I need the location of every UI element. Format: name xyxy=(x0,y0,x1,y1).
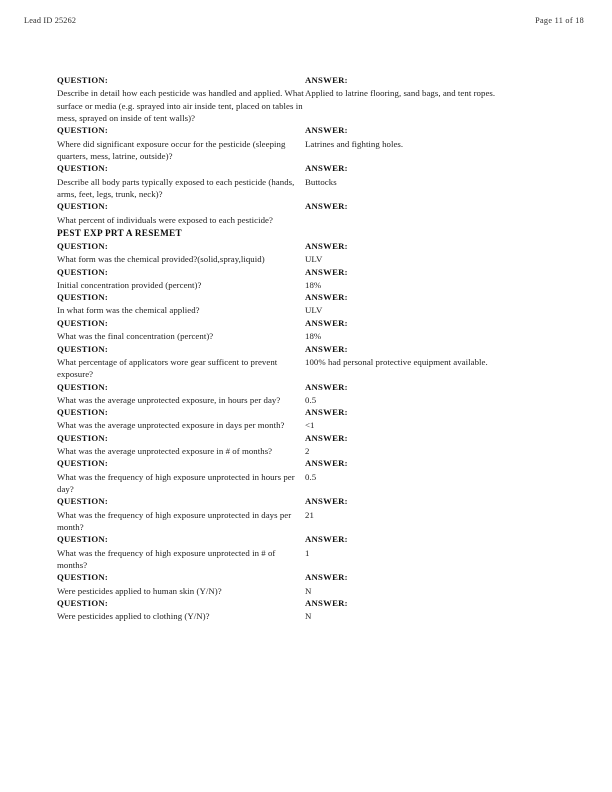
question-text: What was the frequency of high exposure unprotected in days per month? xyxy=(57,509,292,532)
question-label: QUESTION: xyxy=(57,292,109,303)
qa-text-row xyxy=(57,253,557,265)
page-header xyxy=(0,16,612,32)
answer-label-cell xyxy=(305,74,557,87)
answer-text-cell xyxy=(305,87,557,99)
question-label: QUESTION: xyxy=(57,317,109,328)
answer-label: ANSWER: xyxy=(305,496,348,507)
answer-label: ANSWER: xyxy=(305,598,348,608)
answer-text: Buttocks xyxy=(305,176,337,187)
question-label: QUESTION: xyxy=(57,125,109,136)
qa-text-row xyxy=(57,138,557,163)
answer-text: 18% xyxy=(305,331,322,342)
qa-block xyxy=(57,291,557,317)
question-text-cell xyxy=(57,356,305,381)
answer-label-cell xyxy=(305,495,557,508)
question-text-cell xyxy=(57,279,305,291)
question-text: Where did significant exposure occur for the pesticide (sleeping quarters, mess, latrine, outside)? xyxy=(57,138,286,162)
answer-label-cell xyxy=(305,571,557,584)
question-label: QUESTION: xyxy=(57,458,109,469)
question-label-cell xyxy=(57,266,305,279)
answer-text-cell xyxy=(305,138,557,150)
question-label: QUESTION: xyxy=(57,241,109,252)
answer-label: ANSWER: xyxy=(305,317,348,328)
answer-label: ANSWER: xyxy=(305,266,348,277)
qa-block xyxy=(57,266,557,292)
qa-label-row xyxy=(57,495,557,508)
question-label: QUESTION: xyxy=(57,407,109,418)
question-text: What was the final concentration (percent)? xyxy=(57,331,214,342)
qa-block xyxy=(57,533,557,571)
question-text-cell xyxy=(57,419,305,431)
question-text: Initial concentration provided (percent)? xyxy=(57,279,202,290)
answer-text: Latrines and fighting holes. xyxy=(305,138,404,149)
question-text-cell xyxy=(57,585,305,597)
answer-label-cell xyxy=(305,343,557,356)
question-text-cell xyxy=(57,330,305,342)
question-label: QUESTION: xyxy=(57,572,109,583)
document-body xyxy=(57,74,557,623)
qa-list-top xyxy=(57,74,557,226)
qa-label-row xyxy=(57,406,557,419)
question-text: Were pesticides applied to human skin (Y/N)? xyxy=(57,585,222,596)
qa-list-section xyxy=(57,240,557,623)
answer-label: ANSWER: xyxy=(305,534,348,545)
qa-block xyxy=(57,200,557,226)
qa-block xyxy=(57,495,557,533)
answer-text: 1 xyxy=(305,547,310,558)
answer-label: ANSWER: xyxy=(305,458,348,469)
qa-block xyxy=(57,432,557,458)
question-text-cell xyxy=(57,176,305,201)
answer-text-cell xyxy=(305,585,557,597)
qa-block xyxy=(57,597,557,623)
answer-text-cell xyxy=(305,356,557,368)
question-label: QUESTION: xyxy=(57,343,109,354)
answer-label-cell xyxy=(305,457,557,470)
question-label-cell xyxy=(57,406,305,419)
answer-label-cell xyxy=(305,406,557,419)
answer-label: ANSWER: xyxy=(305,241,348,252)
question-text-cell xyxy=(57,87,305,124)
question-label: QUESTION: xyxy=(57,75,109,85)
answer-text: N xyxy=(305,611,312,622)
answer-text: 0.5 xyxy=(305,394,317,405)
question-label-cell xyxy=(57,240,305,253)
question-text-cell xyxy=(57,509,305,534)
answer-text-cell xyxy=(305,330,557,342)
answer-text-cell xyxy=(305,547,557,559)
qa-text-row xyxy=(57,279,557,291)
qa-label-row xyxy=(57,200,557,213)
qa-label-row xyxy=(57,343,557,356)
question-text: What was the frequency of high exposure unprotected in hours per day? xyxy=(57,471,295,494)
qa-text-row xyxy=(57,330,557,342)
answer-label-cell xyxy=(305,240,557,253)
answer-label: ANSWER: xyxy=(305,381,348,392)
answer-label: ANSWER: xyxy=(305,572,348,583)
question-text: What percentage of applicators wore gear sufficent to prevent exposure? xyxy=(57,356,278,380)
qa-label-row xyxy=(57,291,557,304)
question-label-cell xyxy=(57,533,305,546)
answer-label-cell xyxy=(305,597,557,610)
question-text: What form was the chemical provided?(solid,spray,liquid) xyxy=(57,254,265,265)
qa-text-row xyxy=(57,509,557,534)
question-text-cell xyxy=(57,214,305,226)
qa-text-row xyxy=(57,445,557,457)
question-text: Describe in detail how each pesticide was handled and applied. What surface or media (e.g. sprayed into air inside tent, placed on tables in mess, sprayed on inside of tent walls)? xyxy=(57,88,304,124)
question-text-cell xyxy=(57,445,305,457)
question-label-cell xyxy=(57,457,305,470)
question-label-cell xyxy=(57,381,305,394)
qa-text-row xyxy=(57,610,557,622)
qa-label-row xyxy=(57,74,557,87)
question-text: Were pesticides applied to clothing (Y/N)? xyxy=(57,611,210,622)
answer-label-cell xyxy=(305,432,557,445)
answer-label: ANSWER: xyxy=(305,292,348,303)
question-label-cell xyxy=(57,162,305,175)
question-text: In what form was the chemical applied? xyxy=(57,305,200,316)
question-text-cell xyxy=(57,610,305,622)
question-text-cell xyxy=(57,138,305,163)
qa-text-row xyxy=(57,394,557,406)
qa-label-row xyxy=(57,533,557,546)
answer-label: ANSWER: xyxy=(305,163,348,174)
qa-block xyxy=(57,240,557,266)
answer-text: 0.5 xyxy=(305,471,317,482)
qa-text-row xyxy=(57,87,557,124)
answer-label: ANSWER: xyxy=(305,407,348,418)
qa-label-row xyxy=(57,597,557,610)
answer-text-cell xyxy=(305,394,557,406)
question-label: QUESTION: xyxy=(57,496,109,507)
question-text: What was the average unprotected exposure in days per month? xyxy=(57,420,285,431)
answer-label-cell xyxy=(305,533,557,546)
qa-block xyxy=(57,571,557,597)
question-label: QUESTION: xyxy=(57,598,109,608)
answer-label: ANSWER: xyxy=(305,432,348,443)
answer-text-cell xyxy=(305,279,557,291)
answer-label-cell xyxy=(305,291,557,304)
answer-text: 21 xyxy=(305,509,314,520)
question-text: What was the average unprotected exposure in # of months? xyxy=(57,445,273,456)
answer-text-cell xyxy=(305,304,557,316)
answer-text-cell xyxy=(305,253,557,265)
qa-label-row xyxy=(57,266,557,279)
question-text: What percent of individuals were exposed to each pesticide? xyxy=(57,214,273,225)
question-text-cell xyxy=(57,253,305,265)
question-label-cell xyxy=(57,495,305,508)
answer-text-cell xyxy=(305,509,557,521)
question-label-cell xyxy=(57,200,305,213)
qa-label-row xyxy=(57,381,557,394)
question-text-cell xyxy=(57,547,305,572)
qa-block xyxy=(57,74,557,124)
qa-text-row xyxy=(57,356,557,381)
qa-label-row xyxy=(57,457,557,470)
lead-id-label: Lead ID 25262 xyxy=(24,16,77,25)
qa-block xyxy=(57,162,557,200)
qa-block xyxy=(57,317,557,343)
question-label-cell xyxy=(57,571,305,584)
question-text-cell xyxy=(57,394,305,406)
answer-text: 2 xyxy=(305,445,310,456)
qa-block xyxy=(57,343,557,381)
answer-text: N xyxy=(305,585,312,596)
question-label-cell xyxy=(57,124,305,137)
qa-label-row xyxy=(57,162,557,175)
question-label: QUESTION: xyxy=(57,201,109,212)
answer-label-cell xyxy=(305,124,557,137)
answer-text: ULV xyxy=(305,254,323,265)
qa-text-row xyxy=(57,547,557,572)
answer-text-cell xyxy=(305,419,557,431)
answer-label-cell xyxy=(305,200,557,213)
answer-text-cell xyxy=(305,610,557,622)
question-label: QUESTION: xyxy=(57,163,109,174)
answer-text: Applied to latrine flooring, sand bags, and tent ropes. xyxy=(305,88,496,99)
qa-label-row xyxy=(57,432,557,445)
qa-text-row xyxy=(57,585,557,597)
answer-text: 100% had personal protective equipment available. xyxy=(305,356,488,367)
qa-text-row xyxy=(57,471,557,496)
answer-label: ANSWER: xyxy=(305,75,348,85)
question-text-cell xyxy=(57,304,305,316)
question-label: QUESTION: xyxy=(57,432,109,443)
answer-text-cell xyxy=(305,445,557,457)
question-text-cell xyxy=(57,471,305,496)
answer-text: 18% xyxy=(305,279,322,290)
answer-text: <1 xyxy=(305,420,315,431)
question-label: QUESTION: xyxy=(57,266,109,277)
question-label-cell xyxy=(57,597,305,610)
answer-label-cell xyxy=(305,266,557,279)
qa-block xyxy=(57,457,557,495)
qa-text-row xyxy=(57,176,557,201)
question-label-cell xyxy=(57,317,305,330)
question-label-cell xyxy=(57,343,305,356)
answer-label: ANSWER: xyxy=(305,125,348,136)
answer-text-cell xyxy=(305,471,557,483)
question-label-cell xyxy=(57,291,305,304)
qa-block xyxy=(57,124,557,162)
answer-label: ANSWER: xyxy=(305,201,348,212)
qa-text-row xyxy=(57,214,557,226)
section-heading: PEST EXP PRT A RESEMET xyxy=(57,228,182,239)
qa-label-row xyxy=(57,317,557,330)
qa-text-row xyxy=(57,304,557,316)
answer-label-cell xyxy=(305,162,557,175)
question-text: What was the frequency of high exposure unprotected in # of months? xyxy=(57,547,276,570)
qa-label-row xyxy=(57,240,557,253)
question-label: QUESTION: xyxy=(57,534,109,545)
question-label-cell xyxy=(57,432,305,445)
question-text: Describe all body parts typically exposed to each pesticide (hands, arms, feet, legs, trunk, neck)? xyxy=(57,176,295,200)
qa-block xyxy=(57,381,557,407)
answer-label-cell xyxy=(305,381,557,394)
answer-text-cell xyxy=(305,176,557,188)
question-text: What was the average unprotected exposure, in hours per day? xyxy=(57,394,281,405)
question-label: QUESTION: xyxy=(57,381,109,392)
question-label-cell xyxy=(57,74,305,87)
qa-text-row xyxy=(57,419,557,431)
qa-label-row xyxy=(57,124,557,137)
qa-block xyxy=(57,406,557,432)
qa-label-row xyxy=(57,571,557,584)
page-number-label: Page 11 of 18 xyxy=(535,16,584,25)
answer-label: ANSWER: xyxy=(305,343,348,354)
answer-label-cell xyxy=(305,317,557,330)
answer-text: ULV xyxy=(305,305,323,316)
